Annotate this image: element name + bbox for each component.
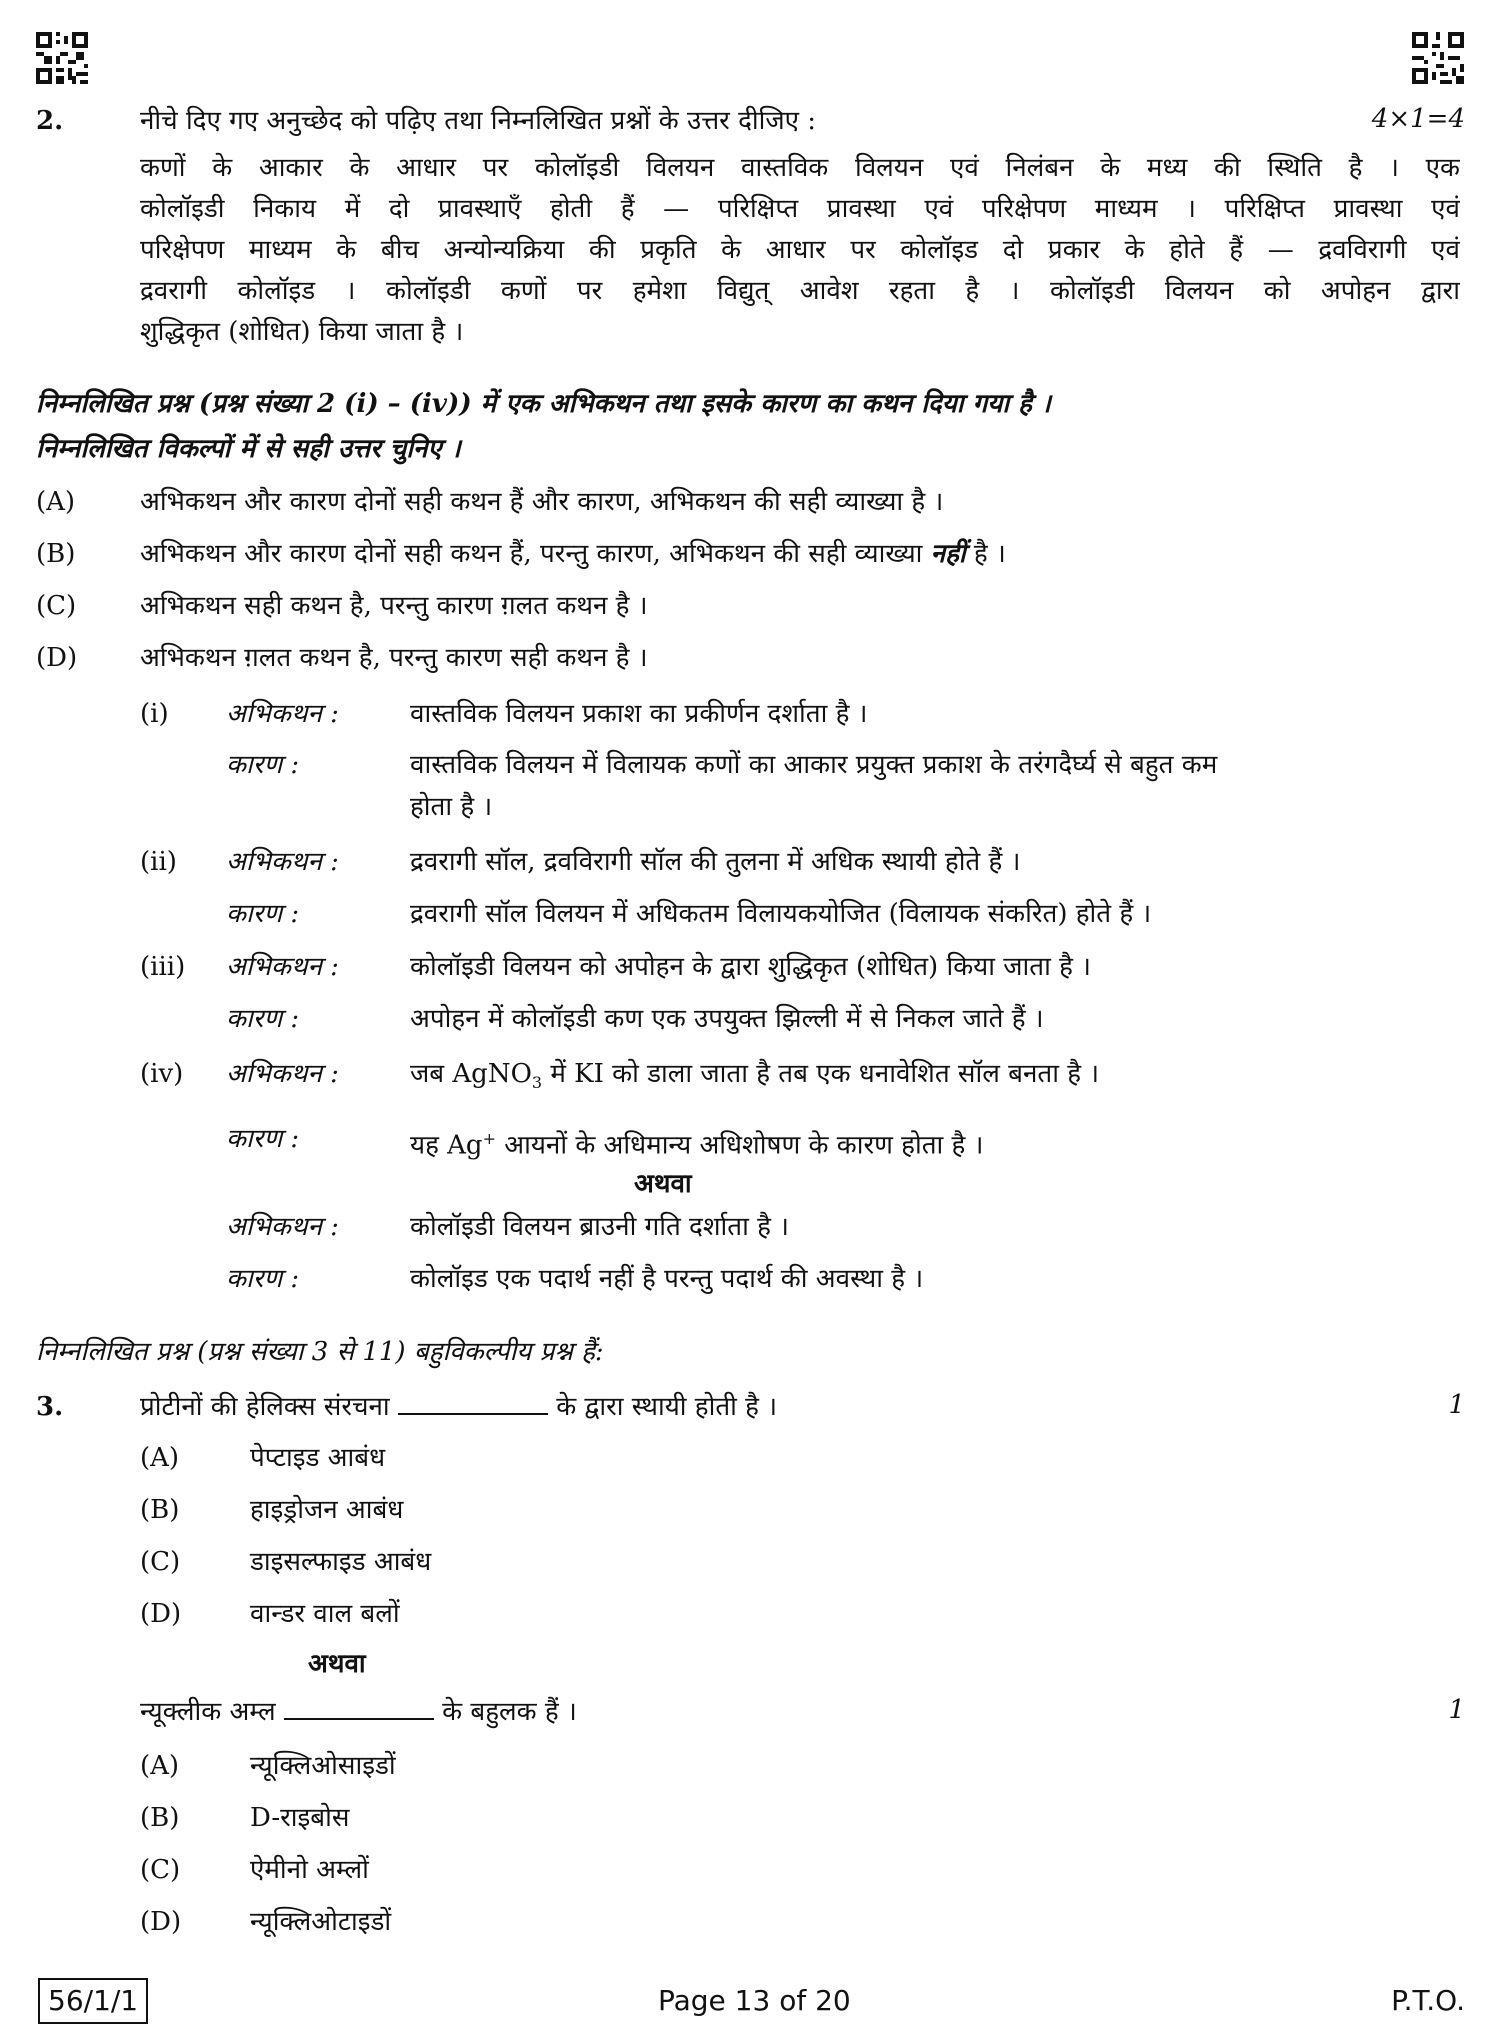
instruction-line: निम्नलिखित विकल्पों में से सही उत्तर चुनिए । — [36, 434, 461, 464]
item-number: (iv) — [140, 1059, 184, 1089]
option-text: D-राइबोस — [250, 1803, 350, 1833]
reason-text: अपोहन में कोलॉइडी कण एक उपयुक्त झिल्ली में से निकल जाते हैं । — [410, 1004, 1044, 1034]
option-text: अभिकथन और कारण दोनों सही कथन हैं और कारण, अभिकथन की सही व्याख्या है । — [140, 487, 944, 517]
passage-line: शुद्धिकृत (शोधित) किया जाता है । — [140, 317, 464, 347]
emphasis: नहीं — [930, 539, 966, 569]
or-label: अथवा — [634, 1169, 692, 1199]
reason-text: होता है । — [410, 792, 493, 822]
reason-label: कारण : — [226, 750, 300, 780]
option-key: (C) — [140, 1855, 181, 1885]
question-heading: नीचे दिए गए अनुच्छेद को पढ़िए तथा निम्नलिखित प्रश्नों के उत्तर दीजिए : — [140, 106, 817, 136]
assertion-text: जब AgNO$_3$ में KI को डाला जाता है तब एक धनावेशित सॉल बनता है । — [410, 1059, 1100, 1093]
question-marks: 1 — [1448, 1390, 1465, 1420]
reason-label: कारण : — [226, 1264, 300, 1294]
reason-label: कारण : — [226, 1004, 300, 1034]
option-key: (B) — [140, 1495, 180, 1525]
pto-label: P.T.O. — [1391, 1984, 1465, 2017]
assertion-text: द्रवरागी सॉल, द्रवविरागी सॉल की तुलना में अधिक स्थायी होते हैं । — [410, 847, 1021, 877]
assertion-text: कोलॉइडी विलयन ब्राउनी गति दर्शाता है । — [410, 1212, 790, 1242]
passage-line: कणों के आकार के आधार पर कोलॉइडी विलयन वास्तविक विलयन एवं निलंबन के मध्य की स्थिति है । एक — [140, 153, 1460, 183]
option-key: (A) — [140, 1751, 180, 1781]
option-text: न्यूक्लिओटाइडों — [250, 1907, 392, 1937]
passage-line: कोलॉइडी निकाय में दो प्रावस्थाएँ होती हैं — परिक्षिप्त प्रावस्था एवं परिक्षेपण माध्यम । परिक्षिप्त प्रावस्था एवं — [140, 194, 1460, 224]
option-key: (B) — [36, 539, 76, 569]
assertion-text: कोलॉइडी विलयन को अपोहन के द्वारा शुद्धिकृत (शोधित) किया जाता है । — [410, 952, 1092, 982]
answer-blank — [398, 1393, 548, 1415]
question-stem: प्रोटीनों की हेलिक्स संरचना के द्वारा स्थायी होती है । — [140, 1392, 778, 1422]
paper-code: 56/1/1 — [38, 1978, 148, 2024]
option-key: (B) — [140, 1803, 180, 1833]
assertion-label: अभिकथन : — [226, 1059, 339, 1089]
option-text: हाइड्रोजन आबंध — [250, 1495, 404, 1525]
item-number: (iii) — [140, 952, 186, 982]
question-stem: न्यूक्लीक अम्ल के बहुलक हैं । — [140, 1697, 577, 1727]
page-number: Page 13 of 20 — [658, 1984, 851, 2017]
mcq-instruction: निम्नलिखित प्रश्न (प्रश्न संख्या 3 से 11) बहुविकल्पीय प्रश्न हैं: — [36, 1337, 604, 1367]
option-key: (D) — [140, 1599, 182, 1629]
qr-code-left-icon — [36, 32, 88, 84]
option-text: अभिकथन सही कथन है, परन्तु कारण ग़लत कथन है । — [140, 591, 648, 621]
assertion-label: अभिकथन : — [226, 952, 339, 982]
question-number: 2. — [36, 106, 64, 136]
reason-text: यह Ag+ आयनों के अधिमान्य अधिशोषण के कारण होता है । — [410, 1129, 984, 1161]
passage-line: द्रवरागी कोलॉइड । कोलॉइडी कणों पर हमेशा विद्युत् आवेश रहता है । कोलॉइडी विलयन को अपोहन द्वारा — [140, 276, 1460, 306]
question-marks: 4×1=4 — [1371, 104, 1465, 134]
assertion-label: अभिकथन : — [226, 699, 339, 729]
answer-blank — [284, 1698, 434, 1720]
passage-line: परिक्षेपण माध्यम के बीच अन्योन्यक्रिया की प्रकृति के आधार पर कोलॉइड दो प्रकार के होते हैं — द्रवविरागी एवं — [140, 235, 1460, 265]
option-key: (C) — [36, 591, 77, 621]
item-number: (i) — [140, 699, 169, 729]
question-number: 3. — [36, 1392, 64, 1422]
item-number: (ii) — [140, 847, 177, 877]
instruction-line: निम्नलिखित प्रश्न (प्रश्न संख्या 2 (i) – (iv)) में एक अभिकथन तथा इसके कारण का कथन दिया गया है । — [36, 389, 1051, 419]
or-label: अथवा — [308, 1649, 366, 1679]
reason-text: द्रवरागी सॉल विलयन में अधिकतम विलायकयोजित (विलायक संकरित) होते हैं । — [410, 899, 1152, 929]
option-text: वान्डर वाल बलों — [250, 1599, 400, 1629]
assertion-text: वास्तविक विलयन प्रकाश का प्रकीर्णन दर्शाता है । — [410, 699, 868, 729]
question-marks: 1 — [1448, 1695, 1465, 1725]
assertion-label: अभिकथन : — [226, 1212, 339, 1242]
option-key: (C) — [140, 1547, 181, 1577]
option-key: (A) — [140, 1443, 180, 1473]
option-text: अभिकथन और कारण दोनों सही कथन हैं, परन्तु कारण, अभिकथन की सही व्याख्या नहीं है । — [140, 539, 1006, 569]
option-key: (A) — [36, 487, 76, 517]
reason-label: कारण : — [226, 899, 300, 929]
qr-code-right-icon — [1412, 32, 1464, 84]
reason-text: वास्तविक विलयन में विलायक कणों का आकार प्रयुक्त प्रकाश के तरंगदैर्घ्य से बहुत कम — [410, 750, 1218, 780]
passage — [140, 148, 1460, 353]
reason-text: कोलॉइड एक पदार्थ नहीं है परन्तु पदार्थ की अवस्था है । — [410, 1264, 924, 1294]
option-text: डाइसल्फाइड आबंध — [250, 1547, 432, 1577]
option-key: (D) — [36, 643, 78, 673]
option-text: ऐमीनो अम्लों — [250, 1855, 369, 1885]
assertion-label: अभिकथन : — [226, 847, 339, 877]
reason-label: कारण : — [226, 1124, 300, 1154]
option-text: न्यूक्लिओसाइडों — [250, 1751, 396, 1781]
option-key: (D) — [140, 1907, 182, 1937]
option-text: पेप्टाइड आबंध — [250, 1443, 386, 1473]
option-text: अभिकथन ग़लत कथन है, परन्तु कारण सही कथन है । — [140, 643, 648, 673]
